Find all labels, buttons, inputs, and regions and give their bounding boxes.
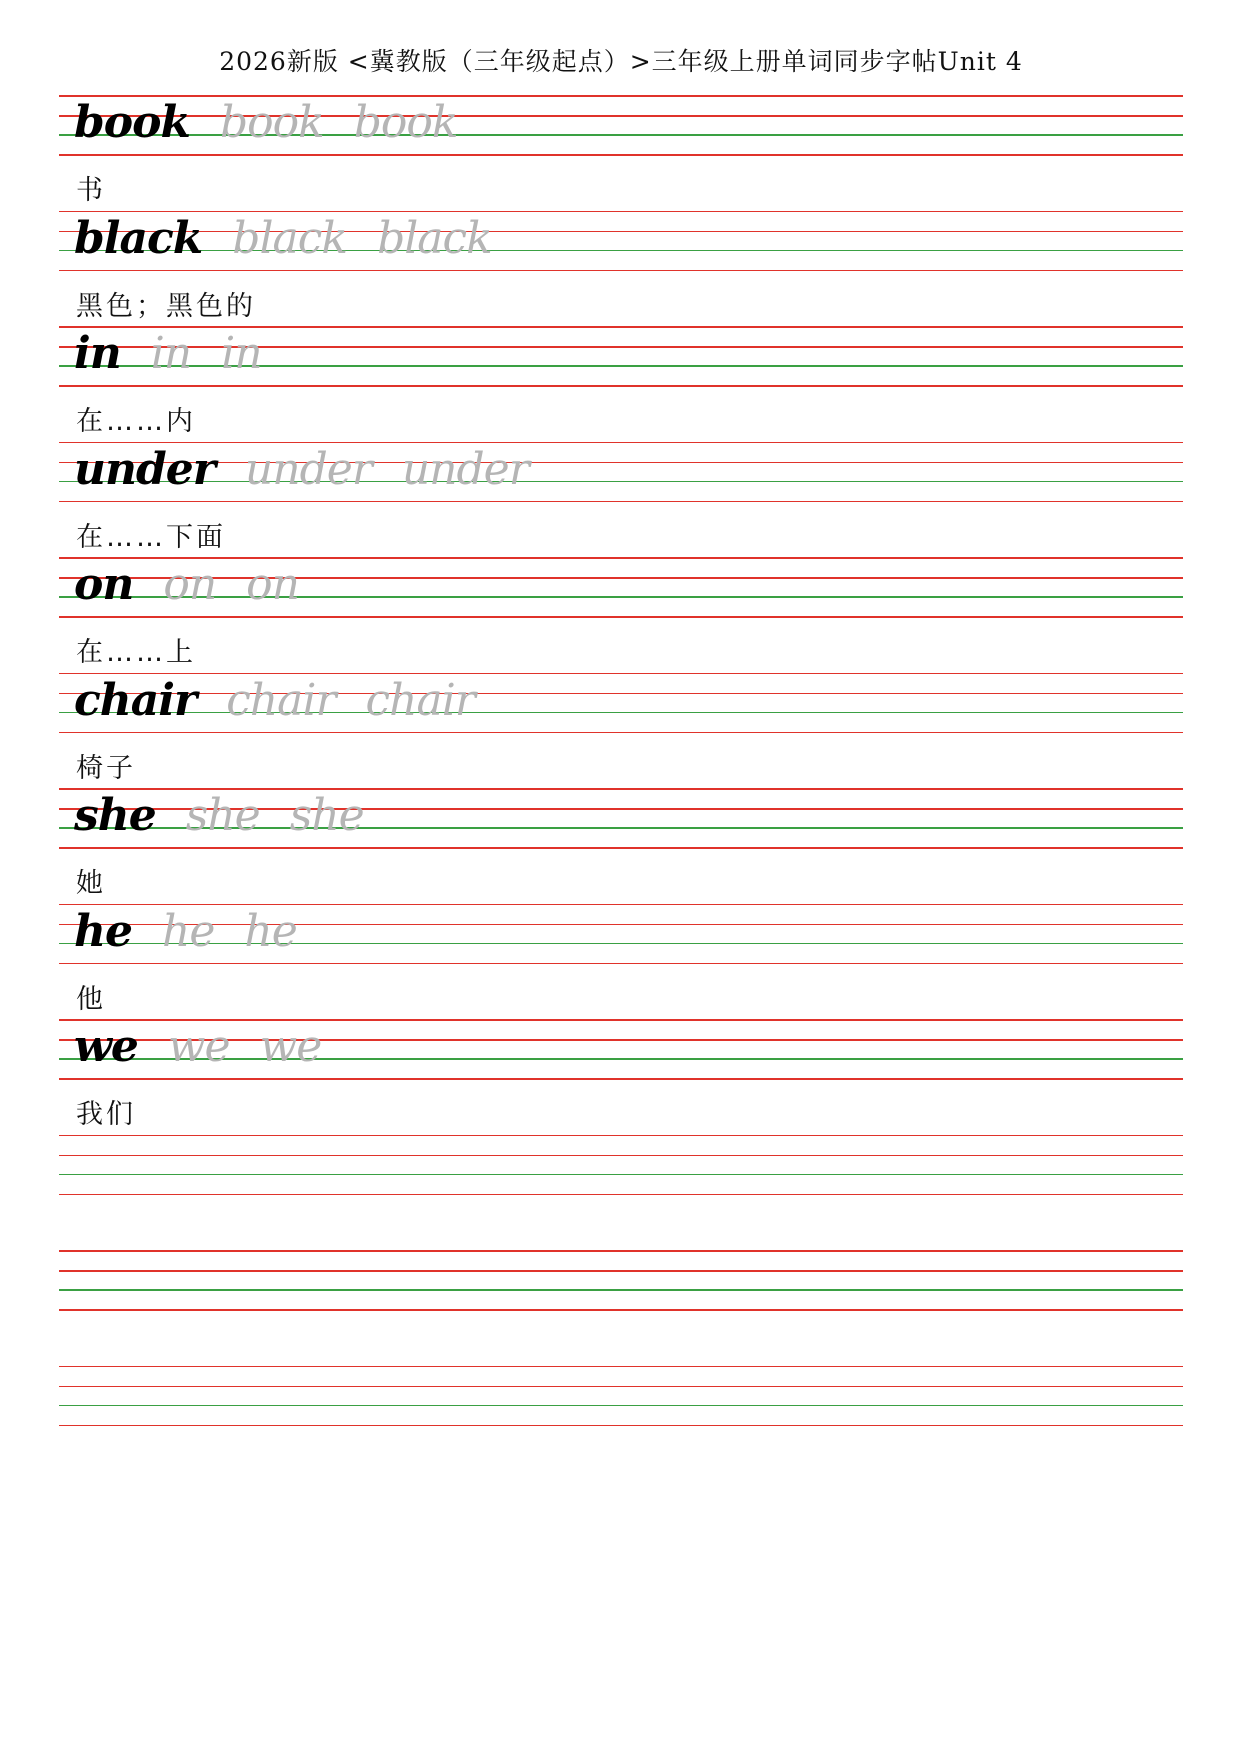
word-line: [74, 211, 522, 279]
word-meaning: 在……下面: [76, 521, 226, 553]
guide-line: [59, 1309, 1183, 1311]
practice-row: [0, 904, 1242, 1034]
guide-line: [59, 1194, 1183, 1196]
word-line: [74, 1019, 351, 1087]
trace-word: in: [221, 328, 262, 379]
guide-line: [59, 1270, 1183, 1272]
page-title: 2026新版 <冀教版（三年级起点）>三年级上册单词同步字帖Unit 4: [219, 47, 1023, 76]
practice-row: [0, 557, 1242, 687]
word-line: [74, 95, 488, 163]
trace-word: black: [377, 212, 492, 264]
word-meaning: 她: [76, 868, 106, 899]
practice-row: [0, 211, 1242, 341]
practice-row: [0, 95, 1242, 225]
practice-row: [0, 1250, 1242, 1380]
trace-word: book: [353, 97, 458, 148]
practice-row: [0, 1135, 1242, 1265]
word-meaning: 在……内: [76, 406, 196, 437]
guide-line: [59, 1250, 1183, 1252]
vocab-word: black: [74, 212, 203, 264]
vocab-word: in: [74, 328, 121, 379]
trace-word: on: [246, 559, 299, 610]
trace-word: under: [401, 443, 529, 495]
trace-word: she: [185, 790, 260, 841]
trace-word: chair: [365, 674, 475, 726]
practice-row: [0, 1019, 1242, 1149]
word-line: [74, 442, 559, 510]
vocab-word: we: [74, 1021, 138, 1072]
trace-word: we: [259, 1021, 322, 1072]
baseline-guide: [59, 1405, 1183, 1407]
baseline-guide: [59, 1174, 1183, 1176]
vocab-word: on: [74, 559, 134, 610]
word-line: [74, 904, 327, 972]
practice-row: [0, 673, 1242, 803]
practice-row: [0, 326, 1242, 456]
guide-line: [59, 1386, 1183, 1388]
word-meaning: 我们: [76, 1099, 136, 1130]
practice-row: [0, 788, 1242, 918]
trace-word: book: [219, 97, 324, 148]
trace-word: black: [232, 212, 348, 264]
guide-line: [59, 1425, 1183, 1427]
word-line: [74, 788, 394, 856]
trace-word: she: [289, 790, 364, 841]
word-meaning: 在……上: [76, 637, 196, 668]
word-meaning: 书: [76, 175, 106, 206]
vocab-word: chair: [74, 674, 197, 726]
guide-line: [59, 1155, 1183, 1157]
trace-word: he: [244, 905, 297, 957]
trace-word: in: [150, 328, 192, 379]
vocab-word: she: [74, 790, 156, 841]
word-meaning: 椅子: [76, 752, 136, 784]
word-meaning: 黑色；黑色的: [76, 290, 256, 322]
word-line: [74, 326, 292, 394]
vocab-word: he: [74, 905, 132, 957]
word-line: [74, 673, 505, 741]
vocab-word: book: [74, 97, 190, 148]
practice-row: [0, 1366, 1242, 1496]
guide-line: [59, 1135, 1183, 1137]
baseline-guide: [59, 1289, 1183, 1291]
guide-line: [59, 1366, 1183, 1368]
word-line: [74, 557, 329, 625]
trace-word: under: [244, 443, 372, 495]
trace-word: we: [167, 1021, 230, 1072]
trace-word: on: [163, 559, 217, 610]
word-meaning: 他: [76, 983, 106, 1015]
practice-row: [0, 442, 1242, 572]
vocab-word: under: [74, 443, 215, 495]
trace-word: chair: [226, 674, 336, 726]
trace-word: he: [161, 905, 215, 957]
